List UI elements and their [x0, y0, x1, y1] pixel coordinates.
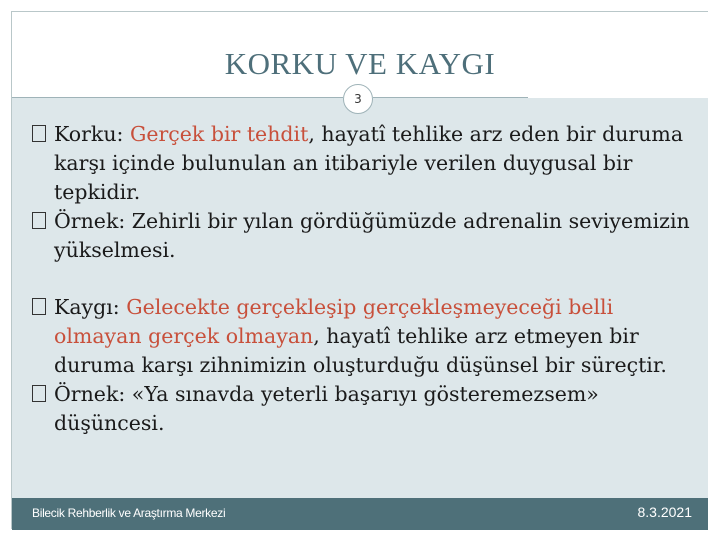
- slide-body: [32, 120, 692, 438]
- title-divider-left: [12, 97, 343, 98]
- paragraph-ornek-1: [32, 207, 692, 265]
- slide-number: 3: [343, 84, 373, 114]
- korku-text: , hayatî tehlike arz eden bir duruma karşı içinde bulunulan an itibariyle verilen duygusal bir tepkidir.: [54, 122, 684, 204]
- kaygi-label: Kaygı:: [54, 295, 127, 319]
- bullet-box-icon: [32, 298, 46, 315]
- paragraph-korku: [32, 120, 692, 207]
- korku-label: Korku:: [54, 122, 130, 146]
- ornek-2-text: Örnek: «Ya sınavda yeterli başarıyı gösteremezsem» düşüncesi.: [54, 382, 599, 435]
- slide-title: KORKU VE KAYGI: [224, 46, 496, 81]
- kaygi-highlight: Gelecekte gerçekleşip gerçekleşmeyeceği belli olmayan gerçek olmayan: [54, 295, 614, 348]
- ornek-1-text: Örnek: Zehirli bir yılan gördüğümüzde adrenalin seviyemizin yükselmesi.: [54, 209, 690, 262]
- footer-bar: [12, 498, 708, 530]
- bullet-box-icon: [32, 385, 46, 402]
- paragraph-gap: [32, 265, 692, 293]
- korku-highlight: Gerçek bir tehdit: [129, 122, 309, 146]
- kaygi-text: , hayatî tehlike arz etmeyen bir duruma karşı zihnimizin oluşturduğu düşünsel bir süreçtir.: [54, 324, 667, 377]
- title-divider-right: [373, 97, 528, 98]
- footer-date: 8.3.2021: [637, 504, 692, 520]
- bullet-box-icon: [32, 125, 46, 142]
- paragraph-ornek-2: [32, 380, 692, 438]
- paragraph-kaygi: [32, 293, 692, 380]
- footer-organization: Bilecik Rehberlik ve Araştırma Merkezi: [32, 506, 226, 520]
- bullet-box-icon: [32, 212, 46, 229]
